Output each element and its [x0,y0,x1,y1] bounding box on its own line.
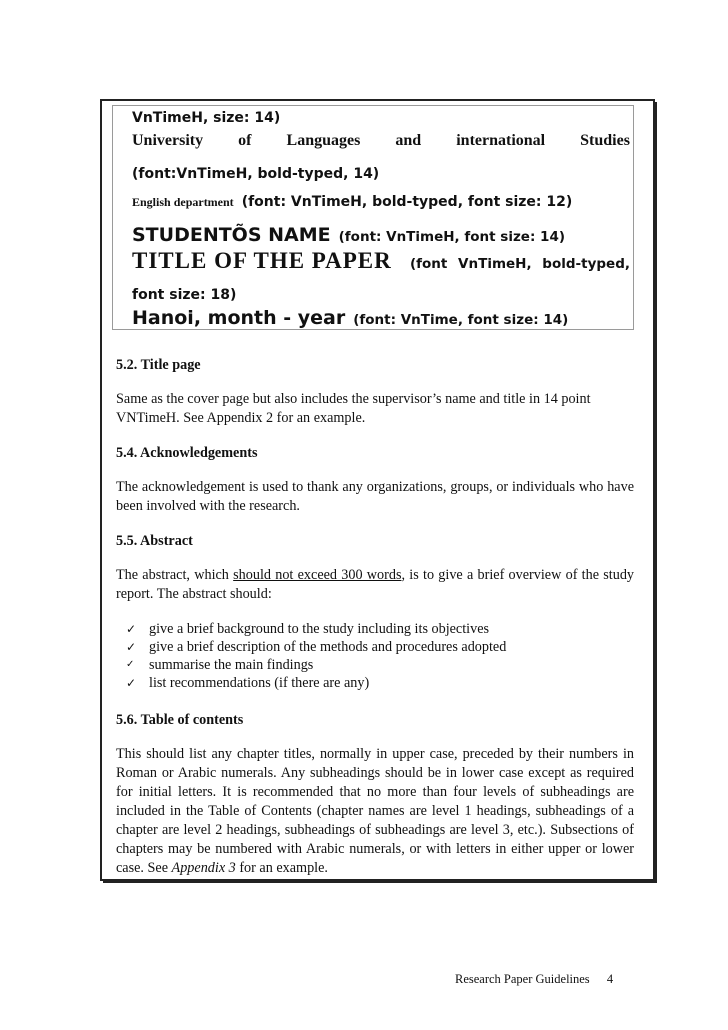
place-date: Hanoi, month - year [132,307,346,329]
university-word: of [238,132,252,149]
toc-text-before: This should list any chapter titles, normally in upper case, preceded by their numbers in Roman or Arabic numerals. Any subheadings should be in lower case except as required for initial letters. It is recommended that no more than four levels of subheadings are included in the Table of Contents (chapter names are level 1 headings, subheadings of a chapter are level 2 headings, subheadings of subheadings are level 3, etc.). Subsections of chapters may be numbered with Arabic numerals, or with letters in either upper or lower case. See [116,746,634,876]
paper-title-font-note-continued: font size: 18) [132,287,237,303]
department-font-note: (font: VnTimeH, bold-typed, font size: 12) [241,194,573,210]
toc-appendix-reference: Appendix 3 [171,860,236,876]
paragraph-acknowledgements: The acknowledgement is used to thank any organizations, groups, or individuals who have been involved with the research. [116,479,634,514]
page-footer [455,972,613,987]
university-word: international [456,132,546,149]
paper-title: TITLE OF THE PAPER [132,248,392,273]
university-word: Languages [286,132,361,149]
checkmark-icon: ✓ [126,640,137,654]
list-item: ✓ summarise the main findings [126,657,314,673]
cover-student-line [132,224,630,246]
cover-place-date-line [132,307,630,329]
abstract-checklist [116,620,634,692]
list-item: ✓ give a brief description of the methods and procedures adopted [126,639,507,655]
cover-university-name [132,132,630,150]
heading-acknowledgements: 5.4. Acknowledgements [116,445,258,461]
footer-label: Research Paper Guidelines [455,972,590,986]
paragraph-table-of-contents [116,745,634,878]
page-number: 4 [606,972,614,986]
university-word: and [395,132,422,149]
student-name: STUDENTÕS NAME [132,224,331,246]
heading-abstract: 5.5. Abstract [116,533,193,549]
abstract-word-limit: should not exceed 300 words [233,567,402,583]
checkmark-icon: ✓ [126,622,137,636]
student-font-note: (font: VnTimeH, font size: 14) [338,229,566,245]
list-item: ✓ give a brief background to the study including its objectives [126,621,490,637]
checkmark-icon: ✓ [126,676,137,690]
abstract-text-before: The abstract, which [116,567,234,583]
checkmark-icon: ✓ [126,659,135,670]
university-word: University [132,132,204,149]
cover-font-note-line3: (font:VnTimeH, bold-typed, 14) [132,166,380,182]
toc-text-after: for an example. [235,860,328,876]
paper-title-font-note: (font VnTimeH, bold-typed, [409,256,630,272]
cover-department-line [132,193,630,211]
abstract-text-after: , is to give a brief overview of the study report. The abstract should: [116,567,635,602]
heading-table-of-contents: 5.6. Table of contents [116,712,244,728]
heading-title-page: 5.2. Title page [116,357,201,373]
paragraph-title-page: Same as the cover page but also includes the supervisor’s name and title in 14 point VNTimeH. See Appendix 2 for an example. [116,391,591,426]
cover-font-note-line1: VnTimeH, size: 14) [132,110,281,126]
department-name: English department [132,195,234,209]
paragraph-abstract [116,566,634,604]
university-word: Studies [580,132,630,149]
place-date-font-note: (font: VnTime, font size: 14) [353,312,569,328]
cover-title-line [132,248,630,274]
list-item: ✓ list recommendations (if there are any) [126,675,370,691]
